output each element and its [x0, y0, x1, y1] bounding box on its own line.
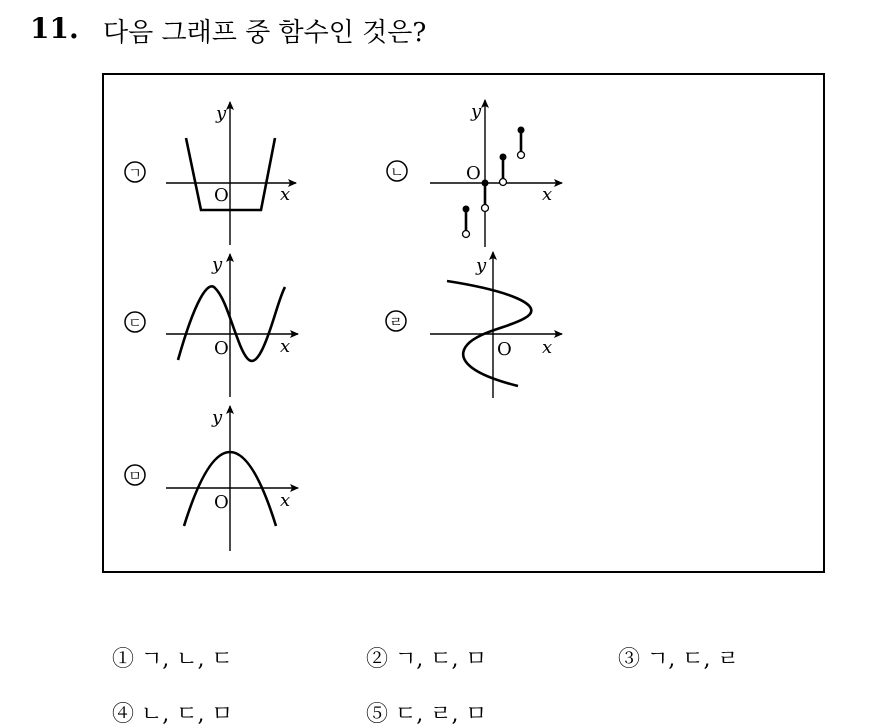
origin-label: O	[214, 185, 229, 206]
y-axis-label: y	[471, 101, 482, 122]
choice-text: ㄷ, ㄹ, ㅁ	[395, 702, 487, 727]
graph-label: ㄷ	[128, 316, 142, 332]
y-axis-label: y	[216, 103, 227, 124]
x-axis-label: x	[280, 490, 291, 511]
x-axis-label: x	[280, 336, 291, 357]
origin-label: O	[214, 338, 229, 359]
x-axis-label: x	[542, 184, 553, 205]
graph-mieum	[125, 406, 298, 551]
y-axis-label: y	[212, 254, 223, 275]
choice-number: ④	[112, 702, 135, 727]
graph-rieul	[386, 252, 562, 398]
question-number: 11.	[30, 12, 79, 45]
origin-label: O	[466, 163, 481, 184]
curve	[178, 286, 285, 361]
question-text: 다음 그래프 중 함수인 것은?	[103, 18, 427, 48]
x-axis-label: x	[280, 184, 291, 205]
y-axis-label: y	[476, 255, 487, 276]
choice-text: ㄴ, ㄷ, ㅁ	[141, 702, 233, 727]
choice-number: ①	[112, 647, 135, 672]
x-axis-label: x	[542, 337, 553, 358]
graph-label: ㅁ	[128, 469, 142, 485]
origin-label: O	[214, 492, 229, 513]
choice-3[interactable]	[618, 642, 739, 673]
choice-4[interactable]	[112, 697, 233, 728]
origin-label: O	[497, 339, 512, 360]
graph-nieun	[387, 100, 562, 247]
choice-number: ⑤	[366, 702, 389, 727]
choice-number: ②	[366, 647, 389, 672]
graph-label: ㄴ	[390, 165, 404, 181]
choice-1[interactable]	[112, 642, 233, 673]
choice-text: ㄱ, ㄷ, ㅁ	[395, 647, 487, 672]
choice-number: ③	[618, 647, 641, 672]
graph-digeut	[125, 254, 298, 397]
graph-label: ㄹ	[389, 315, 403, 331]
choice-text: ㄱ, ㄴ, ㄷ	[141, 647, 233, 672]
choice-5[interactable]	[366, 697, 487, 728]
graph-giyeok	[125, 102, 296, 245]
graph-label: ㄱ	[128, 166, 142, 182]
choice-2[interactable]	[366, 642, 487, 673]
choice-text: ㄱ, ㄷ, ㄹ	[647, 647, 739, 672]
y-axis-label: y	[212, 407, 223, 428]
